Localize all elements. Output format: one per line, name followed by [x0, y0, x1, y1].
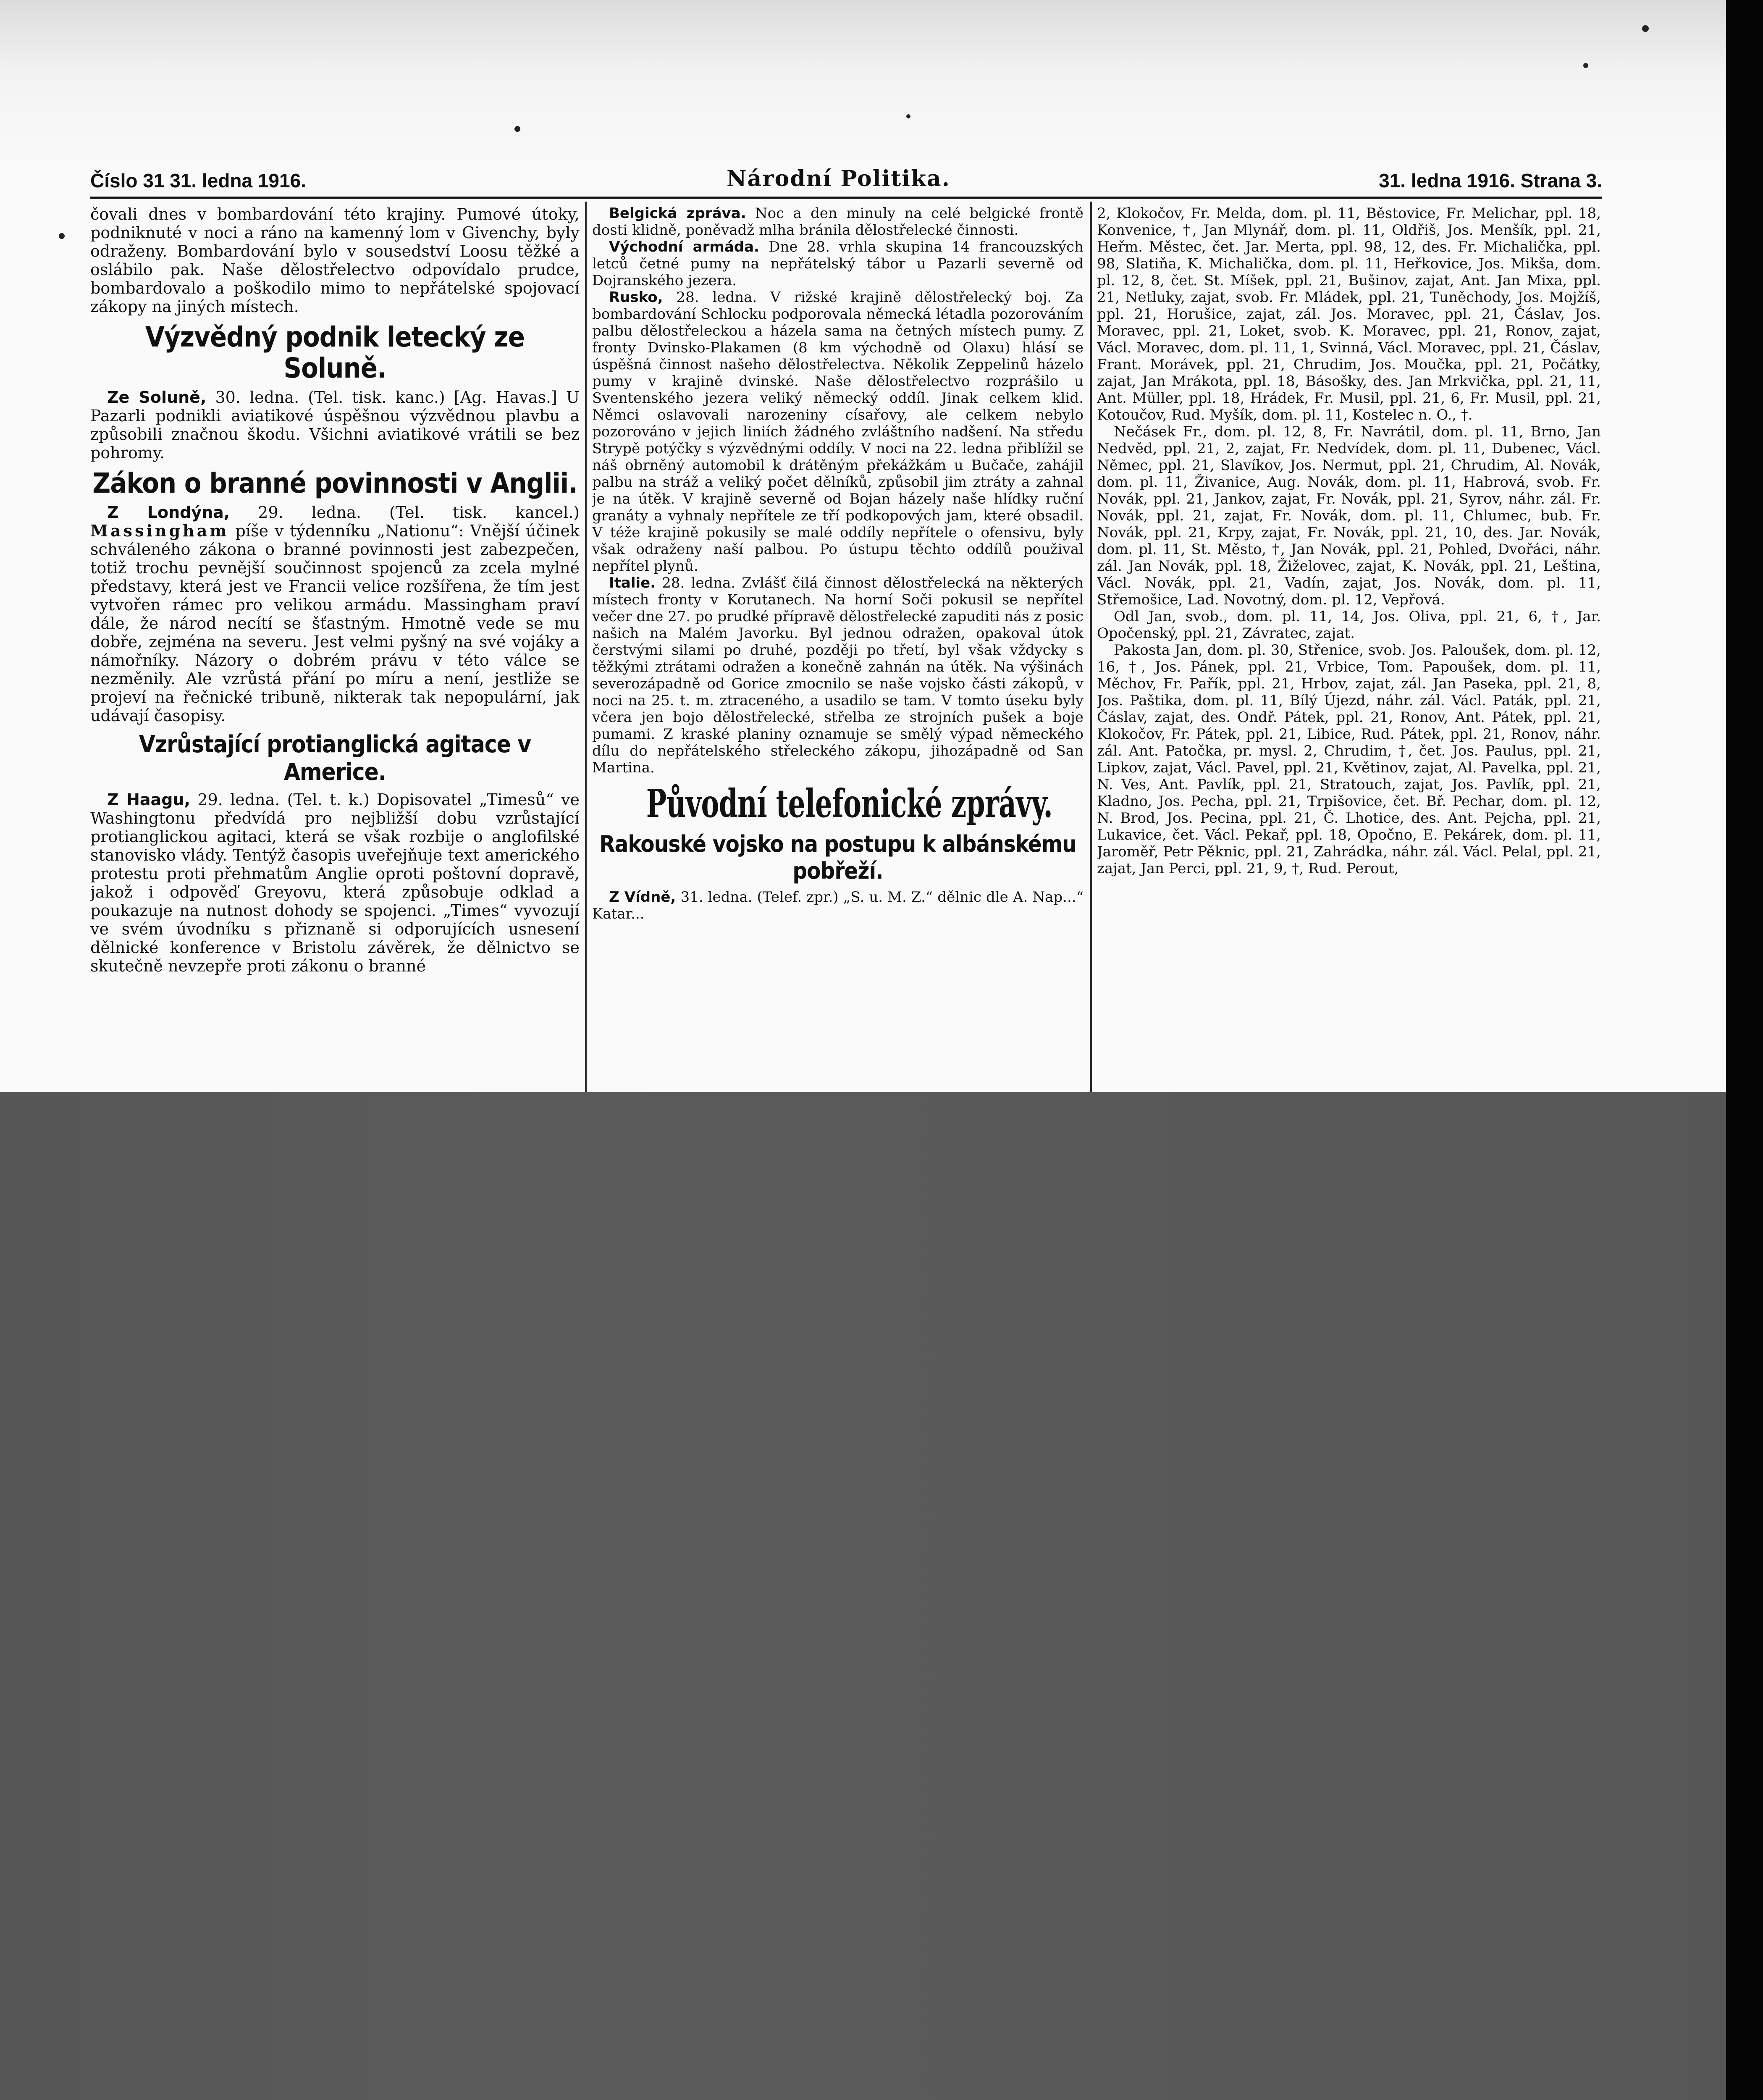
- issue-number: Číslo 31 31. ledna 1916.: [90, 170, 306, 192]
- column-right-casualty-list: [1097, 205, 1601, 1091]
- article-text: Noc a den minuly na celé belgické frontě dosti klidně, poněvadž mlha bránila dělostřelecké činnosti.: [592, 205, 1084, 239]
- article-text: 31. ledna. (Telef. zpr.) „S. u. M. Z.“ dělnic dle A. Nap...“ Katar...: [592, 889, 1084, 922]
- article-paragraph: [592, 205, 1084, 239]
- column-left: [90, 205, 580, 1091]
- article-paragraph: [592, 575, 1084, 776]
- scan-speck: [1583, 63, 1588, 68]
- section-label: Belgická zpráva.: [609, 205, 746, 222]
- column-middle: [592, 205, 1084, 1091]
- section-label: Italie.: [609, 575, 656, 591]
- scan-speck: [514, 126, 520, 132]
- article-text: Dne 28. vrhla skupina 14 francouzských letců četné pumy na nepřátelský tábor u Pazarli severně od Dojranského jezera.: [592, 239, 1084, 289]
- article-text: 30. ledna. (Tel. tisk. kanc.) [Ag. Havas.] U Pazarli podnikli aviatikové úspěšnou výzvědnou plavbu a způsobili značnou škodu. Všichni aviatikové vrátili se bez pohromy.: [90, 388, 580, 462]
- article-paragraph: [90, 388, 580, 462]
- article-paragraph: [592, 289, 1084, 575]
- section-label: Rusko,: [609, 289, 663, 306]
- dateline: Z Londýna,: [107, 503, 230, 522]
- spaced-name: Massingham: [90, 521, 229, 540]
- headline-aerial-raid: Výzvědný podnik letecký ze Soluně.: [145, 321, 525, 384]
- casualty-list-entry: 2, Klokočov, Fr. Melda, dom. pl. 11, Běstovice, Fr. Melichar, ppl. 18, Konvenice, †, Jan Mlynář, dom. pl. 11, Oldřiš, Jos. Menšík, ppl. 21, Heřm. Městec, čet. Jar. Merta, ppl. 98, 12, des. Fr. Michalička, ppl. 98, Slatiňa, K. Michalička, dom. pl. 11, Heřkovice, Jos. Mikša, dom. pl. 12, 8, čet. St. Míšek, ppl. 21, Bušinov, zajat, Ant. Jan Mixa, ppl. 21, Netluky, zajat, svob. Fr. Mládek, ppl. 21, Tuněchody, Jos. Mojžíš, ppl. 21, Horušice, zajat, zál. Jos. Moravec, ppl. 21, Čáslav, Jos. Moravec, ppl. 21, Loket, svob. K. Moravec, ppl. 21, Ronov, zajat, Václ. Moravec, dom. pl. 11, 1, Svinná, Václ. Moravec, ppl. 21, Čáslav, Frant. Morávek, ppl. 21, Chrudim, Jos. Moučka, ppl. 21, Počátky, zajat, Jan Mrákota, ppl. 18, Básošky, des. Jan Mrkvička, ppl. 21, 11, Ant. Müller, ppl. 18, Hrádek, Fr. Musil, ppl. 21, 6, Fr. Musil, ppl. 21, Kotoučov, Rud. Myšík, dom. pl. 11, Kostelec n. O., †.: [1097, 205, 1601, 423]
- article-paragraph: [592, 889, 1084, 922]
- date-and-page: 31. ledna 1916. Strana 3.: [1379, 170, 1602, 192]
- dateline: Ze Soluně,: [107, 388, 207, 407]
- article-paragraph: [90, 503, 580, 725]
- headline-austrian-advance: Rakouské vojsko na postupu k albánskému pobřeží.: [599, 831, 1076, 884]
- column-divider: [585, 202, 587, 1092]
- scan-border: [1726, 0, 1763, 2100]
- headline-conscription-law: Zákon o branné povinnosti v Anglii.: [92, 467, 577, 499]
- casualty-list-entry: Nečásek Fr., dom. pl. 12, 8, Fr. Navrátil, dom. pl. 11, Brno, Jan Nedvěd, ppl. 21, 2, zajat, Fr. Nedvídek, dom. pl. 11, Dubenec, Václ. Němec, ppl. 21, Slavíkov, Jos. Nermut, ppl. 21, Chrudim, Al. Novák, dom. pl. 11, Živanice, Aug. Novák, dom. pl. 11, Habrová, svob. Fr. Novák, ppl. 21, Jankov, zajat, Fr. Novák, ppl. 21, Syrov, náhr. zál. Fr. Novák, ppl. 21, zajat, Fr. Novák, dom. pl. 11, Chlumec, bub. Fr. Novák, ppl. 21, Krpy, zajat, Fr. Novák, ppl. 21, 10, des. Jar. Novák, dom. pl. 11, St. Město, †, Jan Novák, ppl. 21, Pohled, Dvořáci, náhr. zál. Jan Novák, ppl. 18, Žiželovec, zajat, K. Novák, ppl. 21, Leština, Václ. Novák, ppl. 21, Vadín, zajat, Jos. Novák, dom. pl. 11, Střemošice, Lad. Novotný, dom. pl. 12, Vepřová.: [1097, 423, 1601, 608]
- header-rule: [90, 197, 1602, 199]
- masthead-title: Národní Politika.: [727, 166, 950, 192]
- column-divider: [1090, 202, 1092, 1092]
- casualty-list-entry: Odl Jan, svob., dom. pl. 11, 14, Jos. Oliva, ppl. 21, 6, †, Jar. Opočenský, ppl. 21, Závratec, zajat.: [1097, 608, 1601, 642]
- scan-speck: [906, 114, 910, 118]
- article-text: 28. ledna. V rižské krajině dělostřelecký boj. Za bombardování Schlocku podporovala německá létadla pozorováním palbu dělostřeleckou a házela sama na četných místech pumy. Z fronty Dvinsko-Plakamen (8 km východně od Olaxu) hlásí se úspěšná činnost našeho dělostřelectva. Několik Zeppelinů házelo pumy v krajině dvinské. Naše dělostřelectvo rozprášilo u Sventenského jezera veliký německý oddíl. Jinak celkem klid. Němci oslavovali narozeniny císařovy, ale celkem nebylo pozorováno v jejich liniích žádného zvláštního nadšení. Na středu Strypě potýčky s výzvědnými oddíly. V noci na 22. ledna přiblížil se náš obrněný automobil k drátěným překážkám u Bučače, zahájil palbu na stráž a veliký počet dělníků, způsobil jim ztráty a zahnal je na útěk. V krajině severně od Bojan házely naše hlídky ruční granáty a vyhnaly nepřítele ze tří podkopových jam, které obsadil. V téže krajině pokusily se malé oddíly nepřítele o ofensivu, byly však odraženy naší palbou. Po ústupu těchto oddílů použival nepřítel plynů.: [592, 289, 1084, 575]
- casualty-list-entry: Pakosta Jan, dom. pl. 30, Střenice, svob. Jos. Paloušek, dom. pl. 12, 16, †, Jos. Pánek, ppl. 21, Vrbice, Tom. Papoušek, dom. pl. 11, Měchov, Fr. Pařík, ppl. 21, Hrbov, zajat, zál. Jan Paseka, ppl. 21, 8, Jos. Paštika, dom. pl. 11, Bílý Újezd, náhr. zál. Václ. Paták, ppl. 21, Čáslav, zajat, des. Ondř. Pátek, ppl. 21, Ronov, Ant. Pátek, ppl. 21, Klokočov, Fr. Pátek, ppl. 21, Libice, Rud. Pátek, ppl. 21, Ronov, náhr. zál. Ant. Patočka, pr. mysl. 2, Chrudim, †, čet. Jos. Paulus, ppl. 21, Lipkov, zajat, Václ. Pavel, ppl. 21, Květinov, zajat, Al. Pavelka, ppl. 21, N. Ves, Ant. Pavlík, ppl. 21, Stratouch, zajat, Jos. Pavlík, ppl. 21, Kladno, Jos. Pecha, ppl. 21, Trpišovice, čet. Bř. Pechar, dom. pl. 12, N. Brod, Jos. Pecina, ppl. 21, Č. Lhotice, des. Ant. Pejcha, ppl. 21, Lukavice, čet. Václ. Pekař, ppl. 18, Opočno, E. Pekárek, dom. pl. 11, Jaroměř, Petr Pěknic, ppl. 21, Zahrádka, náhr. zál. Václ. Pelal, ppl. 21, zajat, Jan Perci, ppl. 21, 9, †, Rud. Perout,: [1097, 642, 1601, 877]
- article-paragraph: [592, 239, 1084, 289]
- scan-speck: [59, 233, 65, 239]
- section-label: Východní armáda.: [609, 239, 759, 255]
- scan-speck: [1642, 25, 1649, 32]
- article-paragraph: čovali dnes v bombardování této krajiny. Pumové útoky, podniknuté v noci a ráno na kamenný lom v Givenchy, byly odraženy. Bombardování bylo v sousedství Loosu těžké a oslábilo pak. Naše dělostřelectvo odpovídalo prudce, bombardovalo a poškodilo mimo to nepřátelské spojovací zákopy na jiných místech.: [90, 205, 580, 316]
- headline-anti-british-agitation: Vzrůstající protianglická agitace v Americe.: [139, 731, 531, 786]
- blank-scan-area: [0, 1092, 1726, 2100]
- dateline: Z Vídně,: [609, 889, 676, 906]
- article-text: 29. ledna. (Tel. t. k.) Dopisovatel „Timesů“ ve Washingtonu předvídá pro nejbližší dobu vzrůstající protianglickou agitaci, která se však rozbije o anglofilské stanovisko vlády. Tentýž časopis uveřejňuje text amerického protestu proti přehmatům Anglie oproti poštovní dopravě, jakož i odpověď Greyovu, která způsobuje odklad a poukazuje na nutnost dohody se spojenci. „Times“ vyvozují ve svém úvodníku s přiznaně si odporujících usnesení dělnické konference v Bristolu závěrek, že dělnictvo se skutečně nevzepře proti zákonu o branné: [90, 790, 580, 975]
- dateline: Z Haagu,: [107, 790, 190, 809]
- article-text: 28. ledna. Zvlášť čilá činnost dělostřelecká na některých místech fronty v Korutanech. Na horní Soči pokusil se nepřítel večer dne 27. po prudké přípravě dělostřelecké zapuditi nás z posic našich na Malém Javorku. Byl jednou odražen, opakoval útok čerstvými silami po druhé, později po třetí, byl však vždycky s těžkými ztrátami odražen a konečně zahnán na útěk. Na výšinách severozápadně od Gorice zmocnilo se naše vojsko části zákopů, v noci na 25. t. m. ztraceného, a usadilo se tam. V tomto úseku byly včera jen bojo dělostřelecké, střelba ze strojních pušek a boje pumami. Z kraské planiny oznamuje se smělý výpad německého dílu do nepřátelského střeleckého zákopu, jihozápadně od San Martina.: [592, 575, 1084, 776]
- article-text: 29. ledna. (Tel. tisk. kancel.): [230, 503, 580, 522]
- headline-telephone-reports: Původní telefonické zprávy.: [646, 781, 1053, 826]
- page-header: [90, 166, 1602, 200]
- article-paragraph: [90, 790, 580, 975]
- article-text: píše v týdenníku „Nationu“: Vnější účinek schváleného zákona o branné povinnosti jest zabezpečen, totiž trochu pevnější součinnost spojenců za zcela mylné představy, která jest ve Francii velice rozšířena, že tím jest vytvořen rámec pro velikou armádu. Massingham praví dále, že národ necítí se šťastným. Hmotně vede se mu dobře, zejména na severu. Jest velmi pyšný na své vojáky a námořníky. Názory o dobrém právu v této válce se nezměnily. Ale vzrůstá přání po míru a není, jestliže se projeví na řečnické tribuně, nikterak tak nepopulární, jak udávají časopisy.: [90, 522, 580, 725]
